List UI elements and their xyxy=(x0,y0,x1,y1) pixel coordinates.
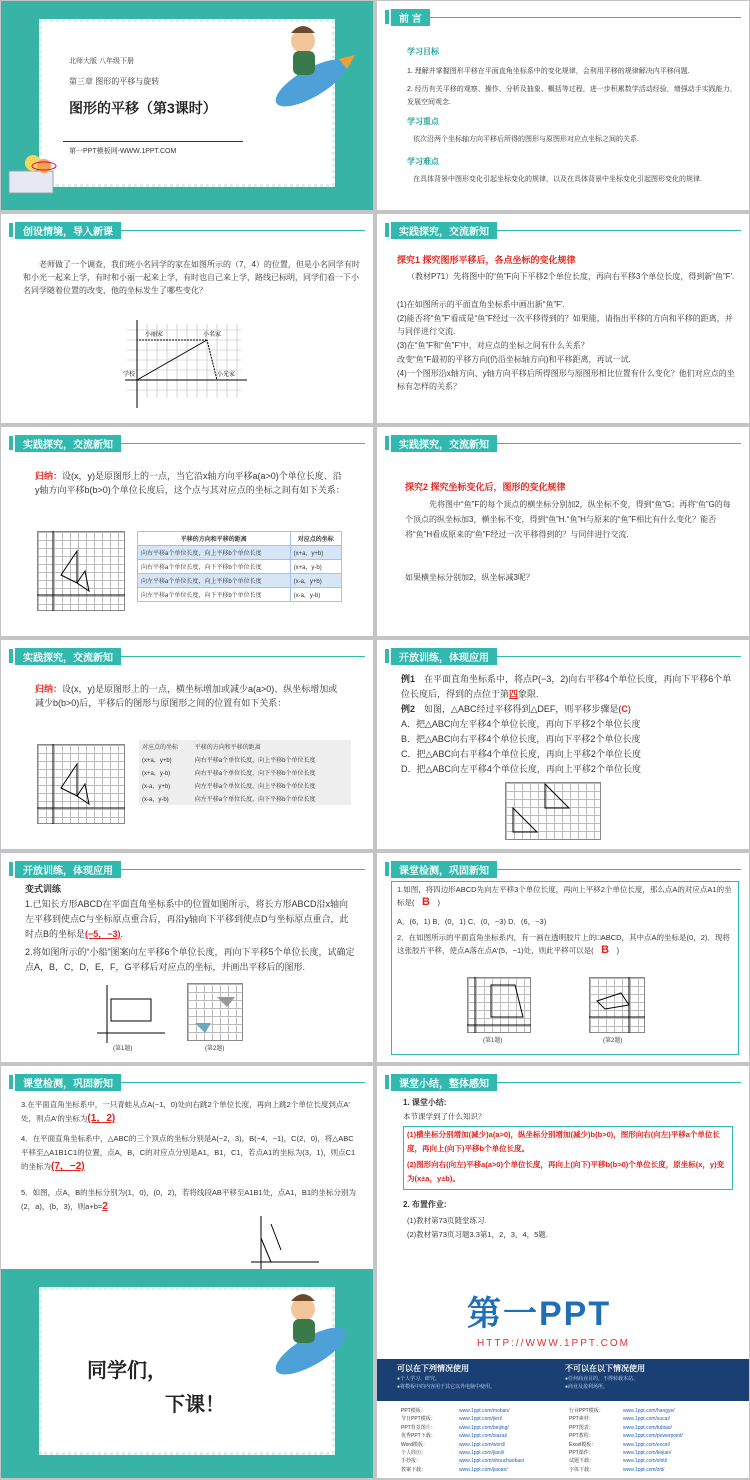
slide-header: 创设情境，导入新课 xyxy=(1,222,373,238)
explore-text-2: (1)在如图所示的平面直角坐标系中画出新“鱼”F′. xyxy=(397,300,565,309)
option-c: C．把△ABC向右平移4个单位长度，再向上平移2个单位长度 xyxy=(401,749,641,759)
explore2-question: 如果横坐标分别加2，纵坐标减3呢？ xyxy=(405,573,534,582)
link-url[interactable]: www.1ppt.com/xiazai/ xyxy=(459,1433,508,1440)
check-q2: 2．在如图所示的平面直角坐标系内，有一画在透明胶片上的□ABCD，其中点A的坐标是(0，2)．现将这张胶片平移，使点A落在点A′(5，−1)处，则此平移可以是( B ) xyxy=(397,933,730,956)
link-label: 节日PPT模板： xyxy=(401,1416,436,1423)
slide-header: 实践探究，交流新知 xyxy=(1,648,373,664)
logo-url: HTTP://WWW.1PPT.COM xyxy=(477,1338,630,1349)
cannot-1: ●任何商业目的，不得转载本站。 xyxy=(565,1376,639,1382)
can-1: ●个人学习、研究。 xyxy=(397,1376,441,1382)
check-q1-options: A．(6，1) B．(0，1) C．(0，−3) D．(6，−3) xyxy=(397,917,547,926)
goal-heading: 学习目标 xyxy=(407,47,439,56)
slide-explore-2 xyxy=(377,427,749,636)
slide-cover xyxy=(1,1,373,210)
link-label: PPT教程： xyxy=(569,1433,594,1440)
explore-heading: 探究1 探究图形平移后，各点坐标的变化规律 xyxy=(397,255,576,265)
variant-heading: 变式训练 xyxy=(25,884,62,894)
cannot-2: ●商业及盈利场所。 xyxy=(565,1384,609,1390)
variant-q1: 1.已知长方形ABCD在平面直角坐标系中的位置如图所示，将长方形ABCD沿x轴向左平移到使点C与坐标原点重合后，再沿y轴向下平移到使点D与坐标原点重合，此时点B的坐标是(−5，−3). xyxy=(25,899,349,939)
slide-header: 课堂检测，巩固新知 xyxy=(1,1074,373,1090)
homework-1: (1)教材第73页随堂练习. xyxy=(407,1216,487,1225)
option-d: D．把△ABC向左平移4个单位长度，再向上平移2个单位长度 xyxy=(401,764,641,774)
summary2-label: 归纳： xyxy=(35,684,63,694)
link-url[interactable]: www.1ppt.com/jianli/ xyxy=(459,1450,505,1456)
scenario-text: 老师做了一个调查，我们班小名同学的家在如图所示的（7，4）的位置，但是小名同学有时和小光一起来上学，有时和小丽一起来上学，有时也自己来上学，路线已标明，同学们看一下小名同学随着位置的改变，他的坐标发生了哪些变化？ xyxy=(23,260,360,295)
slide-credits xyxy=(377,1269,749,1478)
rule-table-2: 对应点的坐标 平移的方向和平移的距离 (x+a，y+b) 向右平移a个单位长度，向上平移b个单位长度 (x+a，y-b) 向右平移a个单位长度，向下平移b个单位长度 (x-a，y+b) 向左平移a个单位长度，向上平移b个单位长度 (x-a，y-b) 向左平移a个单位长度，向下平移b个单位长度 xyxy=(139,740,351,805)
chapter-label: 第三章 图形的平移与旋转 xyxy=(69,77,160,86)
fig2-caption: (第2题) xyxy=(205,1046,225,1052)
variant-q2: 2.将如图所示的“小船”图案向左平移6个单位长度，再向下平移5个单位长度，试确定点A，B，C，D，E，F，G平移后对应点的坐标，并画出平移后的图形. xyxy=(25,947,355,972)
slide-explore-1 xyxy=(377,214,749,423)
rocket-kid-icon xyxy=(251,1279,361,1379)
fish-figure-2 xyxy=(37,744,125,824)
link-url[interactable]: www.1ppt.com/beijing/ xyxy=(459,1424,509,1431)
difficulty-text: 在具体背景中图形变化引起坐标变化的规律，以及在具体背景中坐标变化引起图形变化的规律. xyxy=(413,176,702,183)
link-label: Excel模板： xyxy=(569,1441,597,1448)
triangle-figure xyxy=(505,782,601,840)
explore-text-4: (3)在“鱼”F和“鱼”F′中，对应点的坐标之间有什么关系？ xyxy=(397,341,589,350)
site-label: 第一PPT模板网-WWW.1PPT.COM xyxy=(69,148,177,155)
key-text: 依次沿两个坐标轴方向平移后所得的图形与原图形对应点坐标之间的关系. xyxy=(413,136,639,143)
slide-header: 实践探究，交流新知 xyxy=(377,222,749,238)
logo: 第一PPT xyxy=(467,1295,612,1333)
fish-figure xyxy=(37,531,125,611)
planet-icon xyxy=(31,153,57,179)
link-label: 行业PPT模板： xyxy=(569,1408,604,1414)
explore2-heading: 探究2 探究坐标变化后，图形的变化规律 xyxy=(405,482,566,492)
link-url[interactable]: www.1ppt.com/moban/ xyxy=(459,1408,510,1414)
slide-scenario xyxy=(1,214,373,423)
option-a: A．把△ABC向左平移4个单位长度，再向下平移2个单位长度 xyxy=(401,719,641,729)
difficulty-heading: 学习难点 xyxy=(407,157,439,166)
slide-end xyxy=(1,1269,373,1478)
check-q1: 1.如图，将四边形ABCD先向左平移3个单位长度，再向上平移2个单位长度，那么点A的对应点A1的坐标是( B ) xyxy=(397,885,732,908)
label-xiaoming: 小名家 xyxy=(203,332,222,338)
link-label: PPT背景图片： xyxy=(401,1424,436,1431)
check-q5: 5．如图，点A，B的坐标分别为(1，0)，(0，2)，若将线段AB平移至A1B1处，点A1，B1的坐标分别为(2，a)，(b，3)，则a+b=2 xyxy=(21,1188,357,1212)
link-label: 优秀PPT下载： xyxy=(401,1433,436,1440)
table-row: 向左平移a个单位长度，向下平移b个单位长度 xyxy=(138,588,291,602)
link-url[interactable]: www.1ppt.com/word/ xyxy=(459,1441,506,1448)
homework-2: (2)教材第73页习题3.3第1，2，3，4，5题. xyxy=(407,1230,548,1239)
table-row: (x-a，y+b) xyxy=(139,779,192,792)
label-xiaoguang: 小光家 xyxy=(217,372,236,378)
homework-heading: 2. 布置作业: xyxy=(403,1200,447,1209)
slide-check-2 xyxy=(1,1066,373,1275)
end-text-1: 同学们， xyxy=(87,1360,167,1382)
link-url[interactable]: www.1ppt.com/shouchaobao/ xyxy=(459,1458,525,1465)
table-row: 向右平移a个单位长度，向上平移b个单位长度 xyxy=(138,546,291,560)
slide-summary-1 xyxy=(1,427,373,636)
grade-label: 北师大版 八年级下册 xyxy=(69,58,134,65)
rule-table: 平移的方向和平移的距离 对应点的坐标 向右平移a个单位长度，向上平移b个单位长度 (x+a，y+b) 向右平移a个单位长度，向下平移b个单位长度 (x+a，y-b) 向左平移a个单位长度，向上平移b个单位长度 (x-a，y+b) 向左平移a个单位长度，向下平移b个单位长度 (x-a，y-b) xyxy=(137,531,342,602)
rocket-kid-icon xyxy=(251,11,361,111)
table-row: (x-a，y-b) xyxy=(139,792,192,805)
page-title: 图形的平移（第3课时） xyxy=(69,100,217,116)
route-diagram xyxy=(121,318,251,414)
table-row: (x+a，y-b) xyxy=(139,766,192,779)
can-2: ●将模板中的内容用于其它以外电脑中使用。 xyxy=(397,1384,496,1390)
summary-text: 归纳：设(x，y)是原图形上的一点，当它沿x轴方向平移a(a>0)个单位长度、沿y轴方向平移b(b>0)个单位长度后，这个点与其对应点的坐标之间有如下关系： xyxy=(35,471,345,495)
link-label: 试题下载： xyxy=(569,1458,595,1465)
link-label: 教案下载： xyxy=(401,1466,427,1473)
link-label: PPT模板： xyxy=(401,1408,426,1414)
slide-examples xyxy=(377,640,749,849)
summary-label: 归纳： xyxy=(35,471,63,481)
fig1-caption: (第1题) xyxy=(483,1038,503,1044)
slide-header: 前 言 xyxy=(377,9,749,25)
slide-header: 课堂检测，巩固新知 xyxy=(377,861,749,877)
link-label: 字体下载： xyxy=(569,1466,595,1473)
link-url[interactable]: www.1ppt.com/hangye/ xyxy=(623,1408,675,1414)
slide-wrapup xyxy=(377,1066,749,1275)
segment-figure xyxy=(251,1216,321,1272)
title-divider xyxy=(63,141,243,142)
slide-header: 实践探究，交流新知 xyxy=(1,435,373,451)
key-heading: 学习重点 xyxy=(407,117,439,126)
slide-variant xyxy=(1,853,373,1062)
para-figure xyxy=(589,977,645,1033)
goal-text-1: 1. 理解并掌握图形平移在平面直角坐标系中的变化规律，会利用平移的规律解决内平移问题. xyxy=(407,68,690,75)
example1: 例1 在平面直角坐标系中，将点P(−3，2)向右平移4个单位长度，再向下平移6个单位长度后，得到的点位于第四象限. xyxy=(401,674,732,699)
table-row: 向左平移a个单位长度，向上平移b个单位长度 xyxy=(138,574,291,588)
summary-question: 本节课学到了什么知识？ xyxy=(403,1112,486,1121)
check-q4: 4．在平面直角坐标系中，△ABC的三个顶点的坐标分别是A(−2，3)，B(−4，−1)，C(2，0)，将△ABC平移至△A1B1C1的位置，点A，B，C的对应点分别是A1，B1，C1，若点A1的坐标为(3，1)，则点C1的坐标为(7，−2) xyxy=(21,1134,356,1172)
label-school: 学校 xyxy=(123,372,136,378)
slide-preface xyxy=(377,1,749,210)
slide-check-1 xyxy=(377,853,749,1062)
explore2-text: 先将图中“鱼”F的每个顶点的横坐标分别加2，纵坐标不变，得到“鱼”G；再将“鱼”G的每个顶点的纵坐标加3，横坐标不变，得到“鱼”H.“鱼”H与原来的“鱼”F相比有什么变化？能否将“鱼”H看成原来的“鱼”F经过一次平移得到的？与同伴进行交流. xyxy=(405,500,731,539)
explore-text-1: （教材P71）先将图中的“鱼”F向下平移2个单位长度，再向右平移3个单位长度，得到新“鱼”F′. xyxy=(407,272,735,281)
slide-header: 课堂小结，整体感知 xyxy=(377,1074,749,1090)
slide-header: 开放训练，体现应用 xyxy=(1,861,373,877)
example2: 例2 如图，△ABC经过平移得到△DEF，则平移步骤是(C) xyxy=(401,704,631,714)
link-url[interactable]: www.1ppt.com/shiti/ xyxy=(623,1458,668,1465)
link-url[interactable]: www.1ppt.com/excel/ xyxy=(623,1441,670,1448)
option-b: B．把△ABC向右平移4个单位长度，再向下平移2个单位长度 xyxy=(401,734,641,744)
link-label: PPT课件： xyxy=(569,1450,594,1456)
cannot-heading: 不可以在以下情况使用 xyxy=(565,1364,645,1373)
link-label: Word模板： xyxy=(401,1441,428,1448)
table-row: (x+a，y+b) xyxy=(139,753,192,766)
link-url[interactable]: www.1ppt.com/sucai/ xyxy=(623,1416,670,1423)
explore-text-5: 改变“鱼”F最初的平移方向(仍沿坐标轴方向)和平移距离，再试一试. xyxy=(397,355,631,364)
slide-summary-2 xyxy=(1,640,373,849)
link-label: PPT素材： xyxy=(569,1416,594,1423)
link-url[interactable]: www.1ppt.com/powerpoint/ xyxy=(623,1433,683,1440)
quad-figure xyxy=(467,977,531,1033)
explore-text-6: (4)一个图形沿x轴方向、y轴方向平移后所得图形与原图形相比位置有什么变化？他们对应点的坐标有怎样的关系？ xyxy=(397,369,735,391)
end-text-2: 下课！ xyxy=(165,1394,225,1416)
link-label: 个人简历： xyxy=(401,1450,427,1456)
slide-header: 实践探究，交流新知 xyxy=(377,435,749,451)
link-url[interactable]: www.1ppt.com/jieri/ xyxy=(459,1416,503,1423)
summary-point-2: (2)图形向右(向左)平移a(a>0)个单位长度，再向上(向下)平移b(b>0)个单位长度，原坐标(x，y)变为(x±a，y±b)。 xyxy=(407,1160,725,1183)
check-q3: 3.在平面直角坐标系中，一只青蛙从点A(−1，0)处向右跳2个单位长度，再向上跳2个单位长度到点A′处，则点A′的坐标为(1，2) xyxy=(21,1100,350,1124)
fig2-caption: (第2题) xyxy=(603,1038,623,1044)
link-label: 手抄报： xyxy=(401,1458,422,1465)
explore-text-3: (2)能否将“鱼”F′看成是“鱼”F经过一次平移得到的？如果能，请指出平移的方向和平移的距离，并与同伴进行交流. xyxy=(397,314,733,336)
link-label: PPT图表： xyxy=(569,1424,594,1431)
label-xiaoli: 小丽家 xyxy=(145,332,164,338)
summary2-text: 归纳：设(x，y)是原图形上的一点，横坐标增加或减少a(a>0)、纵坐标增加或减少b(b>0)后，平移后的图形与原图形之间的位置有如下关系： xyxy=(35,684,338,708)
table-row: 向右平移a个单位长度，向下平移b个单位长度 xyxy=(138,560,291,574)
summary-heading: 1. 课堂小结: xyxy=(403,1098,447,1107)
slide-header: 开放训练，体现应用 xyxy=(377,648,749,664)
boat-figure xyxy=(187,983,243,1041)
link-url[interactable]: www.1ppt.com/tubiao/ xyxy=(623,1424,672,1431)
link-url[interactable]: www.1ppt.com/kejian/ xyxy=(623,1450,672,1456)
can-heading: 可以在下列情况使用 xyxy=(397,1364,469,1373)
fig1-caption: (第1题) xyxy=(113,1046,133,1052)
summary-point-1: (1)横坐标分别增加(减少)a(a>0)，纵坐标分别增加(减少)b(b>0)，图形向右(向左)平移a个单位长度，再向上(向下)平移b个单位长度。 xyxy=(407,1130,720,1153)
link-url[interactable]: www.1ppt.com/ziti/ xyxy=(623,1466,665,1473)
link-url[interactable]: www.1ppt.com/jiaoan/ xyxy=(459,1466,508,1473)
rectangle-figure xyxy=(97,985,167,1045)
goal-text-2: 2. 经历有关平移的观察、操作、分析及抽象、概括等过程，进一步积累数学活动经验，增强动手实践能力，发展空间观念. xyxy=(407,86,737,106)
